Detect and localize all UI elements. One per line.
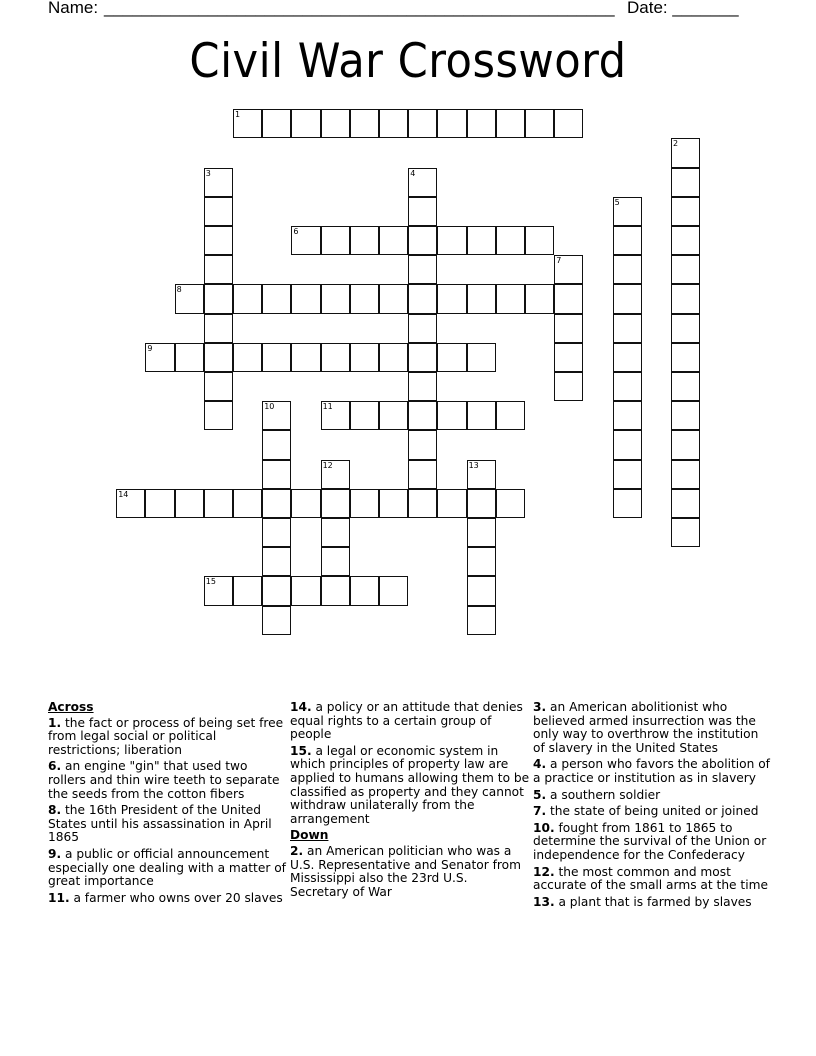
- crossword-cell[interactable]: [321, 109, 350, 138]
- crossword-cell[interactable]: [525, 109, 554, 138]
- crossword-cell[interactable]: [437, 343, 466, 372]
- crossword-cell[interactable]: [321, 576, 350, 605]
- cell-number: 10: [264, 402, 275, 412]
- clue-down-2: [290, 845, 530, 899]
- crossword-cell[interactable]: [408, 314, 437, 343]
- crossword-cell[interactable]: [467, 343, 496, 372]
- crossword-cell[interactable]: [671, 168, 700, 197]
- clue-down-7: [533, 805, 773, 819]
- crossword-cell[interactable]: [613, 314, 642, 343]
- crossword-cell[interactable]: [613, 226, 642, 255]
- cell-number: 6: [293, 227, 299, 236]
- cell-number: 2: [673, 139, 679, 149]
- crossword-cell[interactable]: [671, 284, 700, 313]
- crossword-cell[interactable]: [671, 255, 700, 284]
- crossword-cell[interactable]: [145, 343, 174, 372]
- clue-down-13: [533, 896, 773, 910]
- clue-across-15: [290, 745, 530, 827]
- clue-text: a legal or economic system in which principles of property law are applied to humans allowing them to be classified as property and they cannot withdraw unilaterally from the arrangement: [290, 743, 530, 826]
- crossword-cell[interactable]: [350, 284, 379, 313]
- crossword-cell[interactable]: [321, 343, 350, 372]
- crossword-cell[interactable]: [379, 401, 408, 430]
- crossword-cell[interactable]: [262, 109, 291, 138]
- crossword-cell[interactable]: [116, 489, 145, 518]
- clue-number: 11.: [48, 890, 70, 905]
- crossword-cell[interactable]: [291, 109, 320, 138]
- clue-down-12: [533, 866, 773, 893]
- clue-across-1: [48, 717, 288, 758]
- crossword-cell[interactable]: [262, 606, 291, 635]
- name-label: Name:: [48, 0, 99, 17]
- crossword-cell[interactable]: [467, 576, 496, 605]
- crossword-cell[interactable]: [671, 314, 700, 343]
- clue-number: 13.: [533, 894, 555, 909]
- crossword-cell[interactable]: [437, 401, 466, 430]
- cell-number: 8: [176, 285, 182, 295]
- clue-down-10: [533, 822, 773, 863]
- crossword-cell[interactable]: [554, 284, 583, 313]
- clue-across-14: [290, 701, 530, 742]
- crossword-cell[interactable]: [291, 343, 320, 372]
- crossword-cell[interactable]: [467, 226, 496, 255]
- crossword-cell[interactable]: [408, 460, 437, 489]
- crossword-cell[interactable]: [408, 168, 437, 197]
- crossword-cell[interactable]: [554, 109, 583, 138]
- crossword-cell[interactable]: [204, 489, 233, 518]
- crossword-cell[interactable]: [613, 255, 642, 284]
- crossword-cell[interactable]: [671, 138, 700, 167]
- clue-number: 6.: [48, 759, 62, 774]
- clue-text: a policy or an attitude that denies equal rights to a certain group of people: [290, 700, 523, 742]
- clue-number: 15.: [290, 743, 312, 758]
- clue-number: 10.: [533, 820, 555, 835]
- clue-number: 2.: [290, 843, 304, 858]
- crossword-cell[interactable]: [671, 343, 700, 372]
- crossword-cell[interactable]: [525, 284, 554, 313]
- crossword-cell[interactable]: [467, 518, 496, 547]
- crossword-cell[interactable]: [204, 255, 233, 284]
- crossword-cell[interactable]: [291, 226, 320, 255]
- clue-number: 12.: [533, 864, 555, 879]
- crossword-cell[interactable]: [262, 576, 291, 605]
- crossword-cell[interactable]: [262, 401, 291, 430]
- crossword-cell[interactable]: [437, 284, 466, 313]
- crossword-cell[interactable]: [408, 284, 437, 313]
- crossword-cell[interactable]: [379, 489, 408, 518]
- crossword-cell[interactable]: [379, 343, 408, 372]
- crossword-cell[interactable]: [350, 343, 379, 372]
- crossword-cell[interactable]: [350, 401, 379, 430]
- cell-number: 1: [235, 110, 241, 120]
- crossword-cell[interactable]: [554, 372, 583, 401]
- clue-down-3: [533, 701, 773, 755]
- cell-number: 7: [556, 256, 562, 266]
- clue-across-6: [48, 760, 288, 801]
- crossword-cell[interactable]: [379, 109, 408, 138]
- cell-number: 12: [322, 460, 333, 470]
- crossword-cell[interactable]: [408, 197, 437, 226]
- crossword-cell[interactable]: [233, 489, 262, 518]
- crossword-cell[interactable]: [671, 518, 700, 547]
- crossword-cell[interactable]: [350, 489, 379, 518]
- cell-number: 13: [468, 460, 479, 470]
- crossword-cell[interactable]: [321, 460, 350, 489]
- crossword-cell[interactable]: [437, 226, 466, 255]
- name-field[interactable]: ______________________________________________________: [104, 0, 615, 17]
- crossword-cell[interactable]: [379, 226, 408, 255]
- crossword-cell[interactable]: [613, 460, 642, 489]
- clue-text: a farmer who owns over 20 slaves: [73, 890, 283, 905]
- crossword-cell[interactable]: [671, 430, 700, 459]
- clue-text: a southern soldier: [550, 787, 661, 802]
- crossword-cell[interactable]: [321, 489, 350, 518]
- crossword-cell[interactable]: [291, 576, 320, 605]
- crossword-cell[interactable]: [554, 343, 583, 372]
- cell-number: 14: [118, 489, 129, 499]
- clue-number: 5.: [533, 787, 547, 802]
- crossword-cell[interactable]: [467, 109, 496, 138]
- crossword-cell[interactable]: [671, 226, 700, 255]
- clue-text: a person who favors the abolition of a practice or institution as in slavery: [533, 757, 770, 785]
- clue-number: 14.: [290, 700, 312, 714]
- crossword-cell[interactable]: [204, 226, 233, 255]
- crossword-cell[interactable]: [262, 547, 291, 576]
- clue-number: 9.: [48, 846, 62, 861]
- crossword-cell[interactable]: [204, 284, 233, 313]
- crossword-cell[interactable]: [467, 284, 496, 313]
- crossword-cell[interactable]: [379, 576, 408, 605]
- crossword-cell[interactable]: [408, 401, 437, 430]
- crossword-cell[interactable]: [467, 401, 496, 430]
- crossword-cell[interactable]: [496, 489, 525, 518]
- clue-text: an engine "gin" that used two rollers and thin wire teeth to separate the seeds from the cotton fibers: [48, 759, 280, 801]
- crossword-cell[interactable]: [321, 547, 350, 576]
- crossword-cell[interactable]: [233, 109, 262, 138]
- crossword-cell[interactable]: [379, 284, 408, 313]
- crossword-cell[interactable]: [204, 314, 233, 343]
- crossword-cell[interactable]: [467, 547, 496, 576]
- clue-across-11: [48, 892, 288, 906]
- crossword-cell[interactable]: [467, 460, 496, 489]
- crossword-cell[interactable]: [671, 197, 700, 226]
- crossword-cell[interactable]: [291, 284, 320, 313]
- crossword-cell[interactable]: [408, 226, 437, 255]
- clue-across-8: [48, 804, 288, 845]
- clue-text: an American abolitionist who believed armed insurrection was the only way to overthrow the institution of slavery in the United States: [533, 700, 759, 755]
- crossword-cell[interactable]: [613, 372, 642, 401]
- crossword-cell[interactable]: [467, 606, 496, 635]
- crossword-cell[interactable]: [613, 343, 642, 372]
- crossword-cell[interactable]: [204, 372, 233, 401]
- crossword-cell[interactable]: [496, 401, 525, 430]
- clues-column-2: [290, 701, 530, 902]
- crossword-cell[interactable]: [496, 109, 525, 138]
- crossword-cell[interactable]: [262, 343, 291, 372]
- crossword-cell[interactable]: [613, 430, 642, 459]
- clue-text: the 16th President of the United States until his assassination in April 1865: [48, 803, 272, 845]
- crossword-cell[interactable]: [496, 284, 525, 313]
- clue-across-9: [48, 848, 288, 889]
- crossword-cell[interactable]: [408, 372, 437, 401]
- crossword-cell[interactable]: [204, 576, 233, 605]
- down-heading: Down: [290, 828, 329, 843]
- crossword-cell[interactable]: [613, 197, 642, 226]
- clue-text: the most common and most accurate of the small arms at the time: [533, 864, 768, 893]
- clue-down-5: [533, 789, 773, 803]
- crossword-cell[interactable]: [321, 284, 350, 313]
- crossword-cell[interactable]: [350, 226, 379, 255]
- crossword-cell[interactable]: [467, 489, 496, 518]
- clue-text: an American politician who was a U.S. Representative and Senator from Mississippi also the 23rd U.S. Secretary of War: [290, 843, 521, 899]
- crossword-cell[interactable]: [408, 343, 437, 372]
- clue-down-4: [533, 758, 773, 785]
- crossword-cell[interactable]: [437, 489, 466, 518]
- crossword-cell[interactable]: [350, 576, 379, 605]
- cell-number: 11: [322, 402, 333, 412]
- crossword-cell[interactable]: [350, 109, 379, 138]
- crossword-cell[interactable]: [262, 489, 291, 518]
- crossword-cell[interactable]: [408, 109, 437, 138]
- clues-column-1: [48, 701, 288, 908]
- crossword-cell[interactable]: [408, 430, 437, 459]
- crossword-cell[interactable]: [408, 255, 437, 284]
- crossword-cell[interactable]: [145, 489, 174, 518]
- crossword-cell[interactable]: [496, 226, 525, 255]
- cell-number: 5: [614, 197, 620, 207]
- clue-number: 3.: [533, 700, 547, 714]
- crossword-cell[interactable]: [671, 401, 700, 430]
- crossword-cell[interactable]: [554, 314, 583, 343]
- clue-text: fought from 1861 to 1865 to determine the survival of the Union or independence for the Confederacy: [533, 820, 767, 862]
- crossword-cell[interactable]: [671, 460, 700, 489]
- crossword-cell[interactable]: [262, 460, 291, 489]
- crossword-cell[interactable]: [613, 489, 642, 518]
- clues-column-3: [533, 701, 773, 912]
- cell-number: 4: [410, 168, 416, 178]
- crossword-cell[interactable]: [204, 197, 233, 226]
- cell-number: 3: [205, 168, 211, 178]
- clue-number: 8.: [48, 803, 62, 818]
- clue-text: the fact or process of being set free from legal social or political restrictions; liberation: [48, 715, 284, 757]
- across-heading: Across: [48, 700, 94, 714]
- crossword-cell[interactable]: [671, 489, 700, 518]
- clue-text: a plant that is farmed by slaves: [558, 894, 752, 909]
- page-title: Civil War Crossword: [189, 34, 627, 89]
- crossword-cell[interactable]: [204, 401, 233, 430]
- crossword-cell[interactable]: [262, 284, 291, 313]
- crossword-cell[interactable]: [233, 284, 262, 313]
- date-field[interactable]: Date: _______: [627, 0, 739, 17]
- crossword-cell[interactable]: [175, 343, 204, 372]
- clue-number: 4.: [533, 757, 547, 772]
- crossword-cell[interactable]: [408, 489, 437, 518]
- cell-number: 9: [147, 343, 153, 353]
- crossword-cell[interactable]: [613, 284, 642, 313]
- clue-number: 7.: [533, 804, 547, 819]
- crossword-cell[interactable]: [262, 430, 291, 459]
- crossword-cell[interactable]: [525, 226, 554, 255]
- clue-text: a public or official announcement especially one dealing with a matter of great importance: [48, 846, 286, 889]
- crossword-cell[interactable]: [204, 343, 233, 372]
- crossword-cell[interactable]: [437, 109, 466, 138]
- crossword-cell[interactable]: [175, 489, 204, 518]
- crossword-cell[interactable]: [554, 255, 583, 284]
- crossword-cell[interactable]: [262, 518, 291, 547]
- cell-number: 15: [205, 577, 216, 587]
- crossword-cell[interactable]: [291, 489, 320, 518]
- crossword-cell[interactable]: [233, 576, 262, 605]
- crossword-cell[interactable]: [321, 518, 350, 547]
- crossword-cell[interactable]: [233, 343, 262, 372]
- crossword-cell[interactable]: [175, 284, 204, 313]
- clue-number: 1.: [48, 715, 62, 730]
- clue-text: the state of being united or joined: [550, 804, 759, 819]
- crossword-cell[interactable]: [204, 168, 233, 197]
- crossword-cell[interactable]: [671, 372, 700, 401]
- crossword-cell[interactable]: [321, 401, 350, 430]
- crossword-cell[interactable]: [613, 401, 642, 430]
- crossword-cell[interactable]: [321, 226, 350, 255]
